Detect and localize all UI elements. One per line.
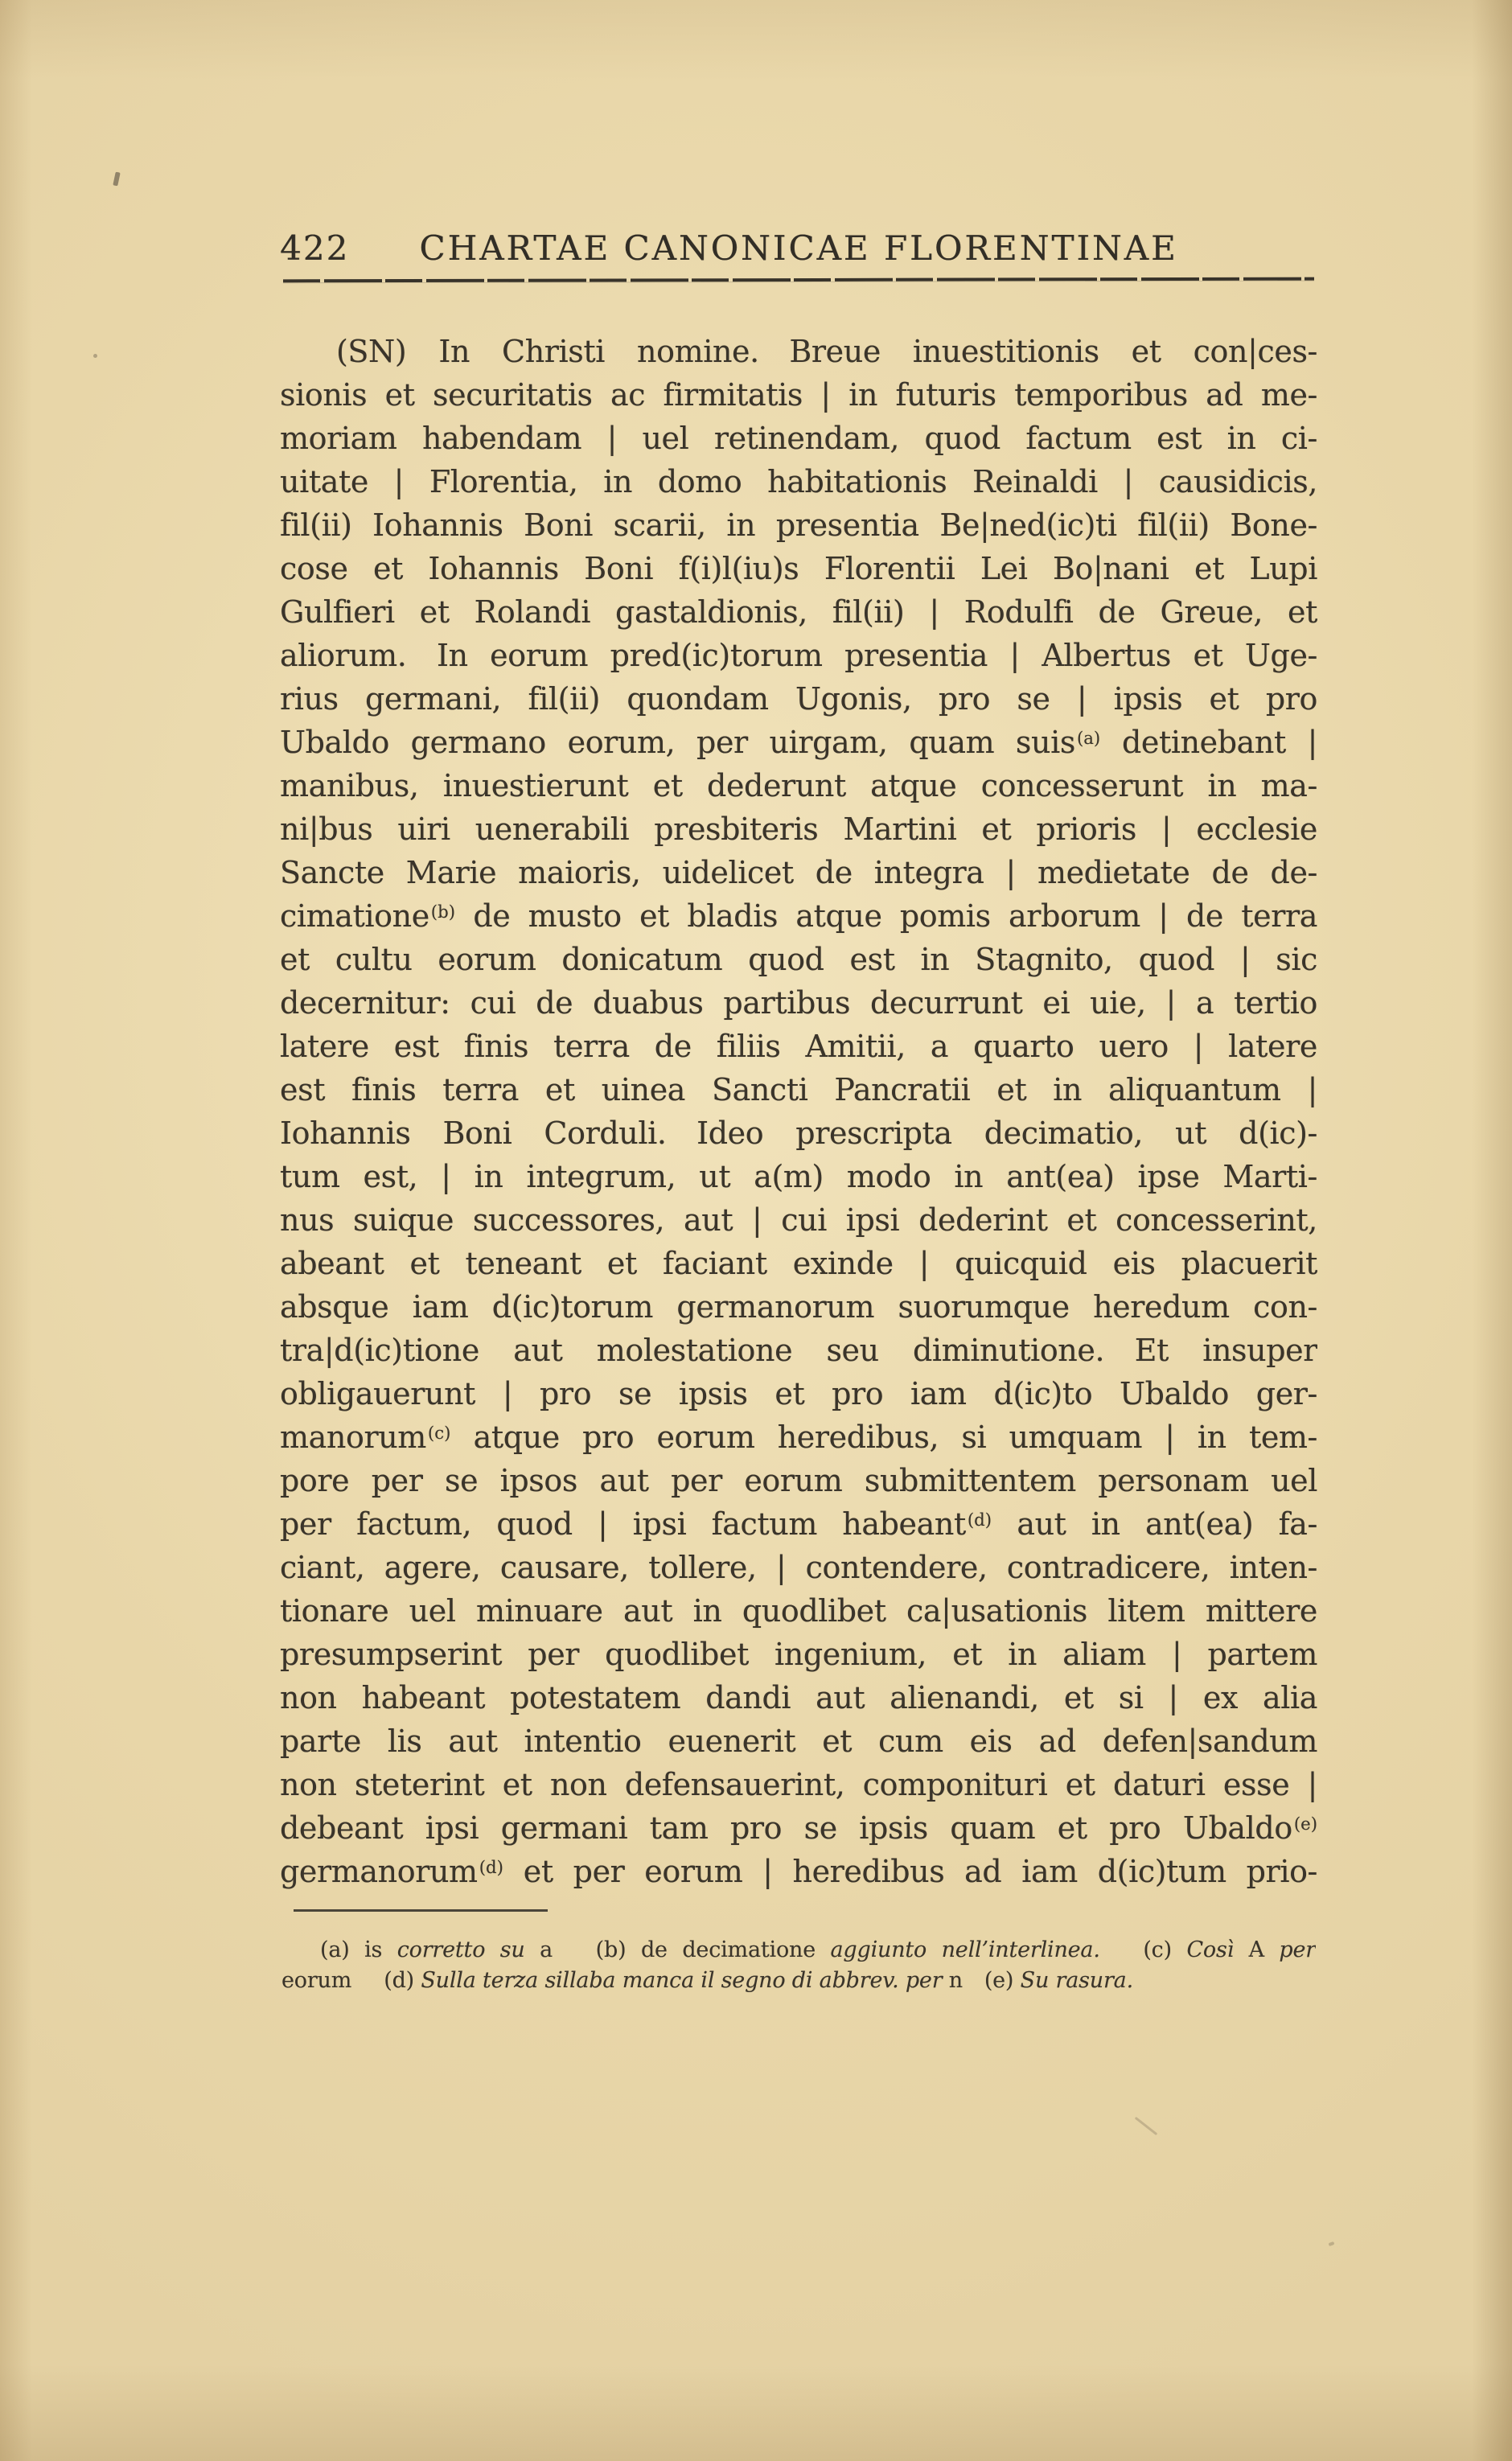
text-line: rius germani, fil(ii) quondam Ugonis, pro se | ipsis et pro — [280, 681, 1317, 717]
footnote-text: (c) — [1143, 1937, 1187, 1962]
text-line: aliorum. In eorum pred(ic)torum presentia | Albertus et Uge- — [280, 638, 1317, 673]
text-line: obligauerunt | pro se ipsis et pro iam d(ic)to Ubaldo ger- — [280, 1376, 1317, 1411]
text-line: ni|bus uiri uenerabili presbiteris Martini et prioris | ecclesie — [280, 811, 1317, 847]
text-line: fil(ii) Iohannis Boni scarii, in presentia Be|ned(ic)ti fil(ii) Bone- — [280, 507, 1317, 543]
text-line: germanorum$^{(d)}$ et per eorum | heredibus ad iam d(ic)tum prio- — [280, 1854, 1317, 1889]
text-line: Gulfieri et Rolandi gastaldionis, fil(ii) | Rodulfi de Greue, et — [280, 594, 1317, 630]
text-line: Iohannis Boni Corduli. Ideo prescripta decimatio, ut d(ic)- — [280, 1115, 1317, 1151]
footnote-text: A — [1234, 1937, 1280, 1962]
body-text — [280, 330, 1317, 1893]
text-line: et cultu eorum donicatum quod est in Stagnito, quod | sic — [280, 942, 1317, 977]
text-line: nus suique successores, aut | cui ipsi dederint et concesserint, — [280, 1202, 1317, 1238]
text-line: est finis terra et uinea Sancti Pancratii et in aliquantum | — [280, 1072, 1317, 1107]
text-line: absque iam d(ic)torum germanorum suorumque heredum con- — [280, 1289, 1317, 1325]
footnote-text: (d) — [384, 1968, 421, 1993]
text-line: latere est finis terra de filiis Amitii, a quarto uero | latere — [280, 1029, 1317, 1064]
footnotes — [281, 1935, 1316, 1996]
footnote-italic-text: aggiunto nell’interlinea. — [830, 1937, 1100, 1962]
footnote-text: (a) is — [320, 1937, 397, 1962]
text-line: presumpserint per quodlibet ingenium, et in aliam | partem — [280, 1637, 1317, 1672]
footnote-text: a — [524, 1937, 553, 1962]
text-line: abeant et teneant et faciant exinde | quicquid eis placuerit — [280, 1246, 1317, 1281]
footnote-italic-text: Così — [1186, 1937, 1235, 1962]
running-title: CHARTAE CANONICAE FLORENTINAE — [419, 228, 1178, 268]
text-line: moriam habendam | uel retinendam, quod factum est in ci- — [280, 421, 1317, 456]
footnote-text — [553, 1937, 596, 1962]
text-line: Ubaldo germano eorum, per uirgam, quam suis$^{(a)}$ detinebant | — [280, 725, 1317, 760]
text-line: debeant ipsi germani tam pro se ipsis quam et pro Ubaldo$^{(e)}$ — [280, 1810, 1317, 1846]
text-line: pore per se ipsos aut per eorum submittentem personam uel — [280, 1463, 1317, 1498]
text-line: uitate | Florentia, in domo habitationis Reinaldi | causidicis, — [280, 464, 1317, 499]
text-line: tra|d(ic)tione aut molestatione seu diminutione. Et insuper — [280, 1333, 1317, 1368]
footnote-text — [963, 1968, 984, 1993]
text-line: non steterint et non defensauerint, componituri et daturi esse | — [280, 1767, 1317, 1802]
text-line: parte lis aut intentio euenerit et cum eis ad defen|sandum — [280, 1724, 1317, 1759]
text-line: decernitur: cui de duabus partibus decurrunt ei uie, | a tertio — [280, 985, 1317, 1021]
text-line: ciant, agere, causare, tollere, | contendere, contradicere, inten- — [280, 1550, 1317, 1585]
text-line: cose et Iohannis Boni f(i)l(iu)s Florentii Lei Bo|nani et Lupi — [280, 551, 1317, 586]
text-line: manibus, inuestierunt et dederunt atque concesserunt in ma- — [280, 768, 1317, 803]
footnote-italic-text: per — [1279, 1937, 1316, 1962]
footnote-line — [281, 1966, 1316, 1996]
text-line: per factum, quod | ipsi factum habeant$^{(d)}$ aut in ant(ea) fa- — [280, 1506, 1317, 1542]
page-number: 422 — [280, 228, 350, 268]
footnote-text: (e) — [984, 1968, 1021, 1993]
page-header — [280, 224, 1317, 273]
footnote-text — [351, 1968, 384, 1993]
footnote-italic-text: Su rasura. — [1020, 1968, 1133, 1993]
text-line: sionis et securitatis ac firmitatis | in futuris temporibus ad me- — [280, 377, 1317, 413]
footnote-italic-text: corretto su — [396, 1937, 525, 1962]
footnote-text: n — [942, 1968, 963, 1993]
footnote-separator-rule — [294, 1909, 548, 1912]
text-line: manorum$^{(c)}$ atque pro eorum heredibus, si umquam | in tem- — [280, 1419, 1317, 1455]
text-line: Sancte Marie maioris, uidelicet de integra | medietate de de- — [280, 855, 1317, 890]
footnote-line — [281, 1935, 1316, 1966]
text-line: non habeant potestatem dandi aut alienandi, et si | ex alia — [280, 1680, 1317, 1715]
footnote-text: (b) de decimatione — [595, 1937, 831, 1962]
text-line: cimatione$^{(b)}$ de musto et bladis atque pomis arborum | de terra — [280, 898, 1317, 934]
paper-speck — [1135, 2117, 1158, 2135]
paper-speck — [93, 354, 97, 358]
text-line: tionare uel minuare aut in quodlibet ca|usationis litem mittere — [280, 1593, 1317, 1629]
header-rule — [283, 277, 1314, 283]
paper-speck — [1329, 2241, 1335, 2246]
footnote-text: eorum — [281, 1968, 352, 1993]
footnote-text — [1100, 1937, 1144, 1962]
text-line: (SN) In Christi nomine. Breue inuestitionis et con|ces- — [336, 334, 1317, 369]
text-line: tum est, | in integrum, ut a(m) modo in ant(ea) ipse Marti- — [280, 1159, 1317, 1194]
footnote-italic-text: Sulla terza sillaba manca il segno di abbrev. per — [421, 1968, 943, 1993]
paper-speck — [113, 172, 120, 187]
